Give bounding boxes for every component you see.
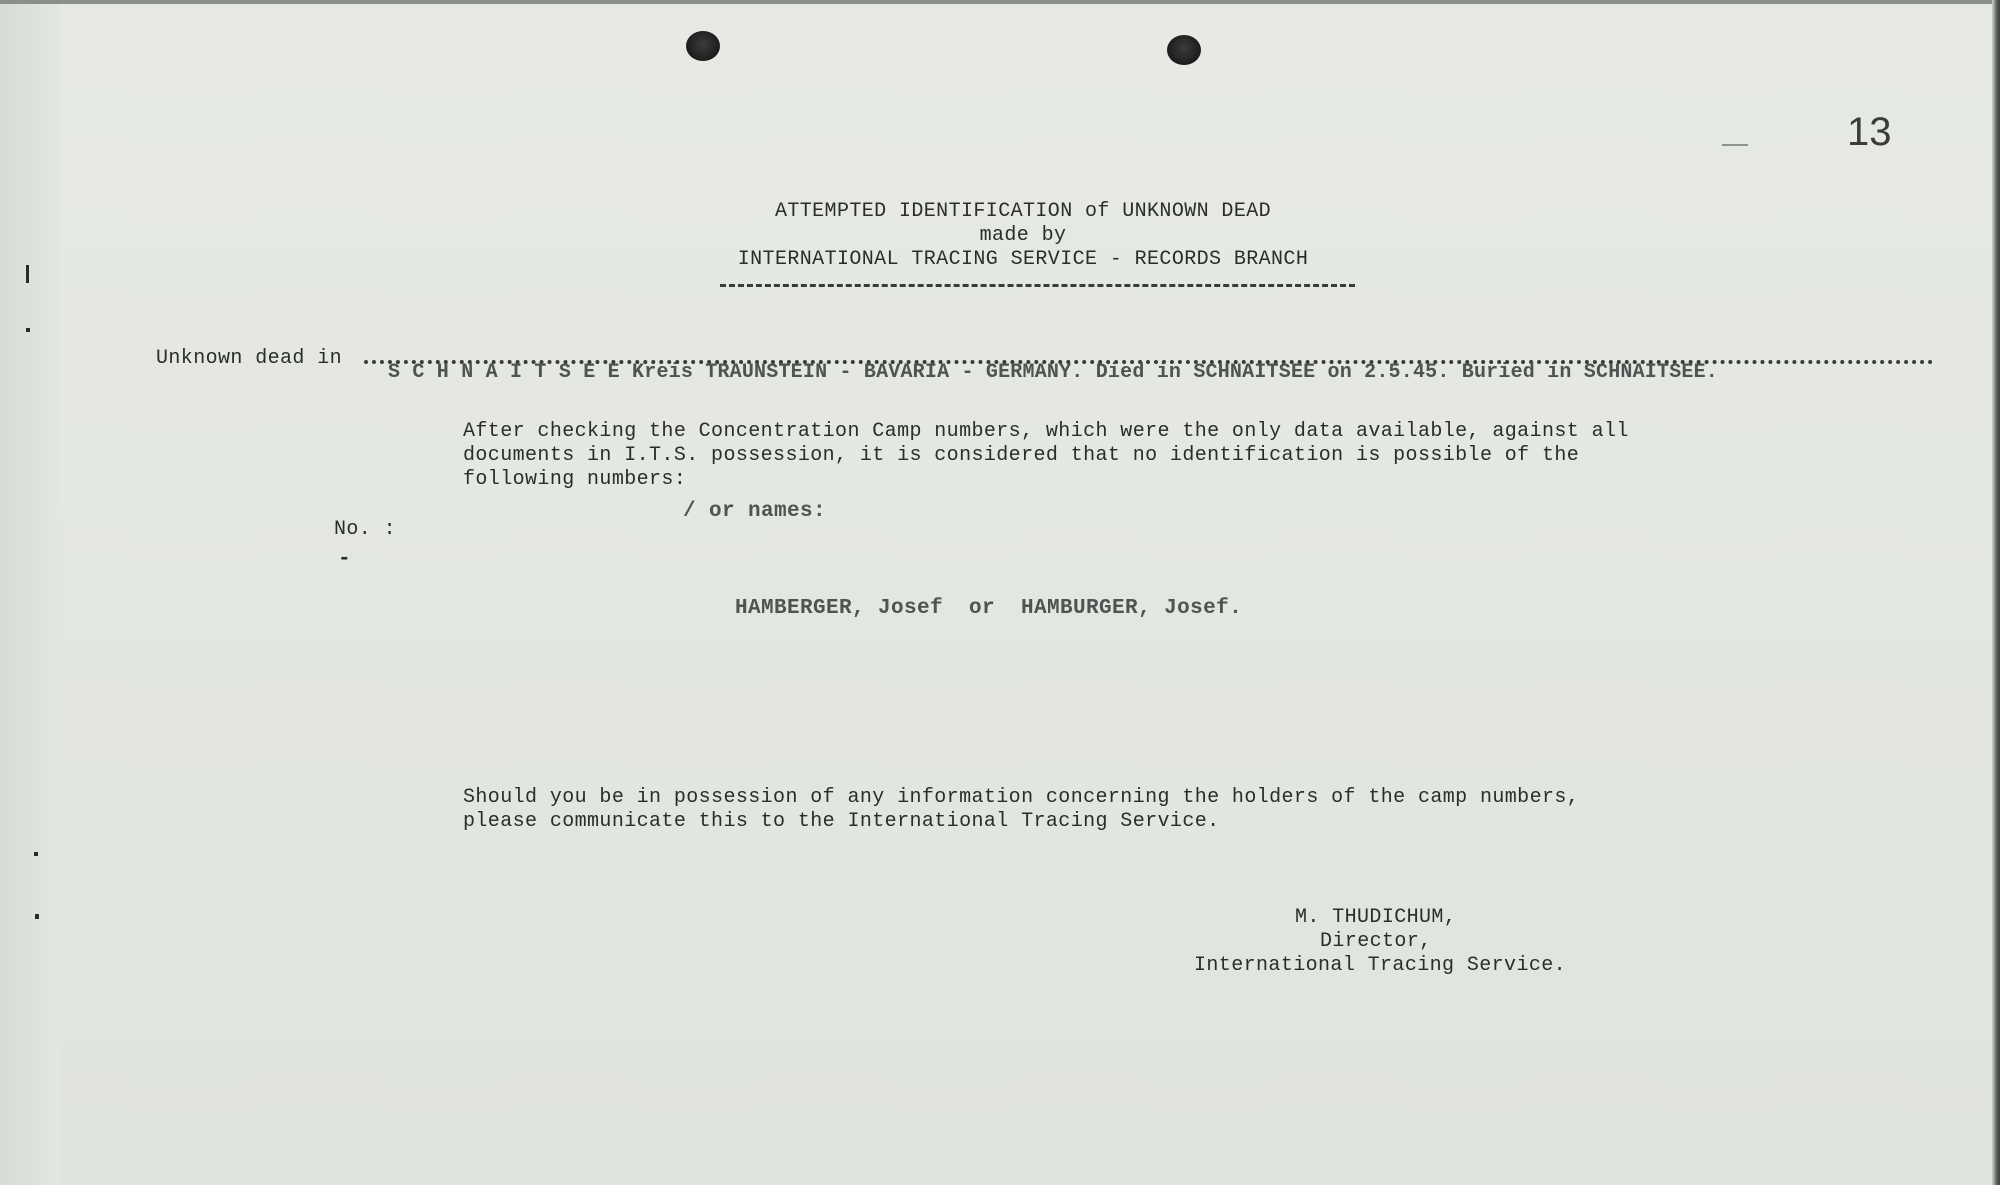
left-margin-shadow <box>0 0 60 1185</box>
number-label: No. : <box>334 518 397 541</box>
right-edge <box>1992 0 2000 1185</box>
signature-title: Director, <box>1320 930 1432 953</box>
paragraph-1-line-1: After checking the Concentration Camp numbers, which were the only data available, against all <box>463 420 1629 443</box>
header-subtitle: made by <box>979 224 1067 247</box>
paragraph-2-line-1: Should you be in possession of any information concerning the holders of the camp numbers, <box>463 786 1580 809</box>
pencil-mark <box>1722 144 1748 146</box>
header-underline <box>720 284 1355 287</box>
unknown-dead-label: Unknown dead in <box>156 347 343 370</box>
header-organization: INTERNATIONAL TRACING SERVICE - RECORDS BRANCH <box>737 248 1309 271</box>
paragraph-1-line-3: following numbers: <box>463 468 687 491</box>
margin-mark <box>35 914 39 919</box>
header-title: ATTEMPTED IDENTIFICATION of UNKNOWN DEAD <box>774 200 1272 223</box>
top-edge <box>0 0 2000 4</box>
number-value: - <box>338 548 352 571</box>
signature-organization: International Tracing Service. <box>1194 954 1567 977</box>
page-number: 13 <box>1847 110 1892 154</box>
punch-hole-right <box>1167 35 1201 65</box>
unknown-dead-location: S C H N A I T S E E Kreis TRAUNSTEIN - BAVARIA - GERMANY. Died in SCHNAITSEE on 2.5.45. Buried in SCHNAITSEE. <box>388 361 1719 384</box>
identified-names: HAMBERGER, Josef or HAMBURGER, Josef. <box>735 597 1243 620</box>
paragraph-2-line-2: please communicate this to the International Tracing Service. <box>463 810 1220 833</box>
margin-mark <box>26 265 29 283</box>
margin-mark <box>34 852 38 856</box>
signature-name: M. THUDICHUM, <box>1295 906 1457 929</box>
margin-mark <box>26 328 30 332</box>
punch-hole-left <box>686 31 720 61</box>
or-names-label: / or names: <box>683 500 827 523</box>
paragraph-1-line-2: documents in I.T.S. possession, it is considered that no identification is possible of the <box>463 444 1580 467</box>
